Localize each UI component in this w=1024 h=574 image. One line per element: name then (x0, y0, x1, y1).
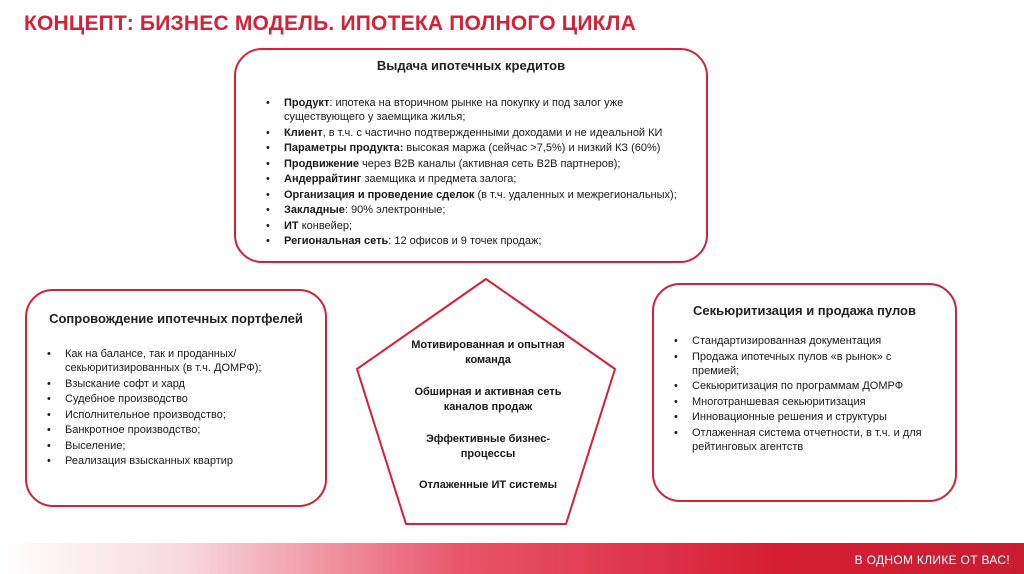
list-item: • Инновационные решения и структуры (674, 410, 939, 424)
list-item: • Региональная сеть: 12 офисов и 9 точек продаж; (266, 234, 696, 248)
list-item: • Андеррайтинг заемщика и предмета залога; (266, 172, 696, 186)
pentagon-item-sales-network: Обширная и активная сеть каналов продаж (414, 386, 562, 413)
mortgage-issuance-title: Выдача ипотечных кредитов (376, 58, 566, 73)
list-item: • Судебное производство (47, 392, 313, 406)
list-item: • Банкротное производство; (47, 423, 313, 437)
securitization-title: Секьюритизация и продажа пулов (692, 303, 916, 318)
mortgage-issuance-list (266, 96, 696, 250)
footer-bar (0, 543, 1024, 574)
list-item: • Закладные: 90% электронные; (266, 203, 696, 217)
pentagon-item-it-systems: Отлаженные ИТ системы (418, 479, 558, 491)
list-item: • Реализация взысканных квартир (47, 454, 313, 468)
list-item: • Секьюритизация по программам ДОМРФ (674, 379, 939, 393)
list-item: • ИТ конвейер; (266, 219, 696, 233)
list-item: • Параметры продукта: высокая маржа (сейчас >7,5%) и низкий КЗ (60%) (266, 141, 696, 155)
footer-tagline: В ОДНОМ КЛИКЕ ОТ ВАС! (854, 553, 1010, 567)
list-item: • Продажа ипотечных пулов «в рынок» с премией; (674, 350, 939, 378)
list-item: • Отлаженная система отчетности, в т.ч. и для рейтинговых агентств (674, 426, 939, 454)
list-item: • Исполнительное производство; (47, 408, 313, 422)
list-item: • Организация и проведение сделок (в т.ч. удаленных и межрегиональных); (266, 188, 696, 202)
list-item: • Выселение; (47, 439, 313, 453)
list-item: • Продукт: ипотека на вторичном рынке на покупку и под залог уже существующего у заемщика жилья; (266, 96, 696, 124)
list-item: • Как на балансе, так и проданных/секьюритизированных (в т.ч. ДОМРФ); (47, 347, 313, 375)
securitization-box (652, 283, 957, 502)
portfolio-servicing-title: Сопровождение ипотечных портфелей (49, 311, 303, 326)
page-title: КОНЦЕПТ: БИЗНЕС МОДЕЛЬ. ИПОТЕКА ПОЛНОГО ЦИКЛА (24, 12, 636, 35)
mortgage-issuance-box (234, 48, 708, 263)
pentagon-item-team: Мотивированная и опытная команда (411, 339, 565, 366)
list-item: • Многотраншевая секьюритизация (674, 395, 939, 409)
list-item: • Продвижение через B2B каналы (активная сеть B2B партнеров); (266, 157, 696, 171)
portfolio-servicing-list (47, 347, 313, 470)
portfolio-servicing-box (25, 289, 327, 507)
securitization-list (674, 334, 939, 455)
pentagon-item-processes: Эффективные бизнес-процессы (425, 433, 551, 460)
list-item: • Стандартизированная документация (674, 334, 939, 348)
list-item: • Клиент, в т.ч. с частично подтвержденными доходами и не идеальной КИ (266, 126, 696, 140)
list-item: • Взыскание софт и хард (47, 377, 313, 391)
